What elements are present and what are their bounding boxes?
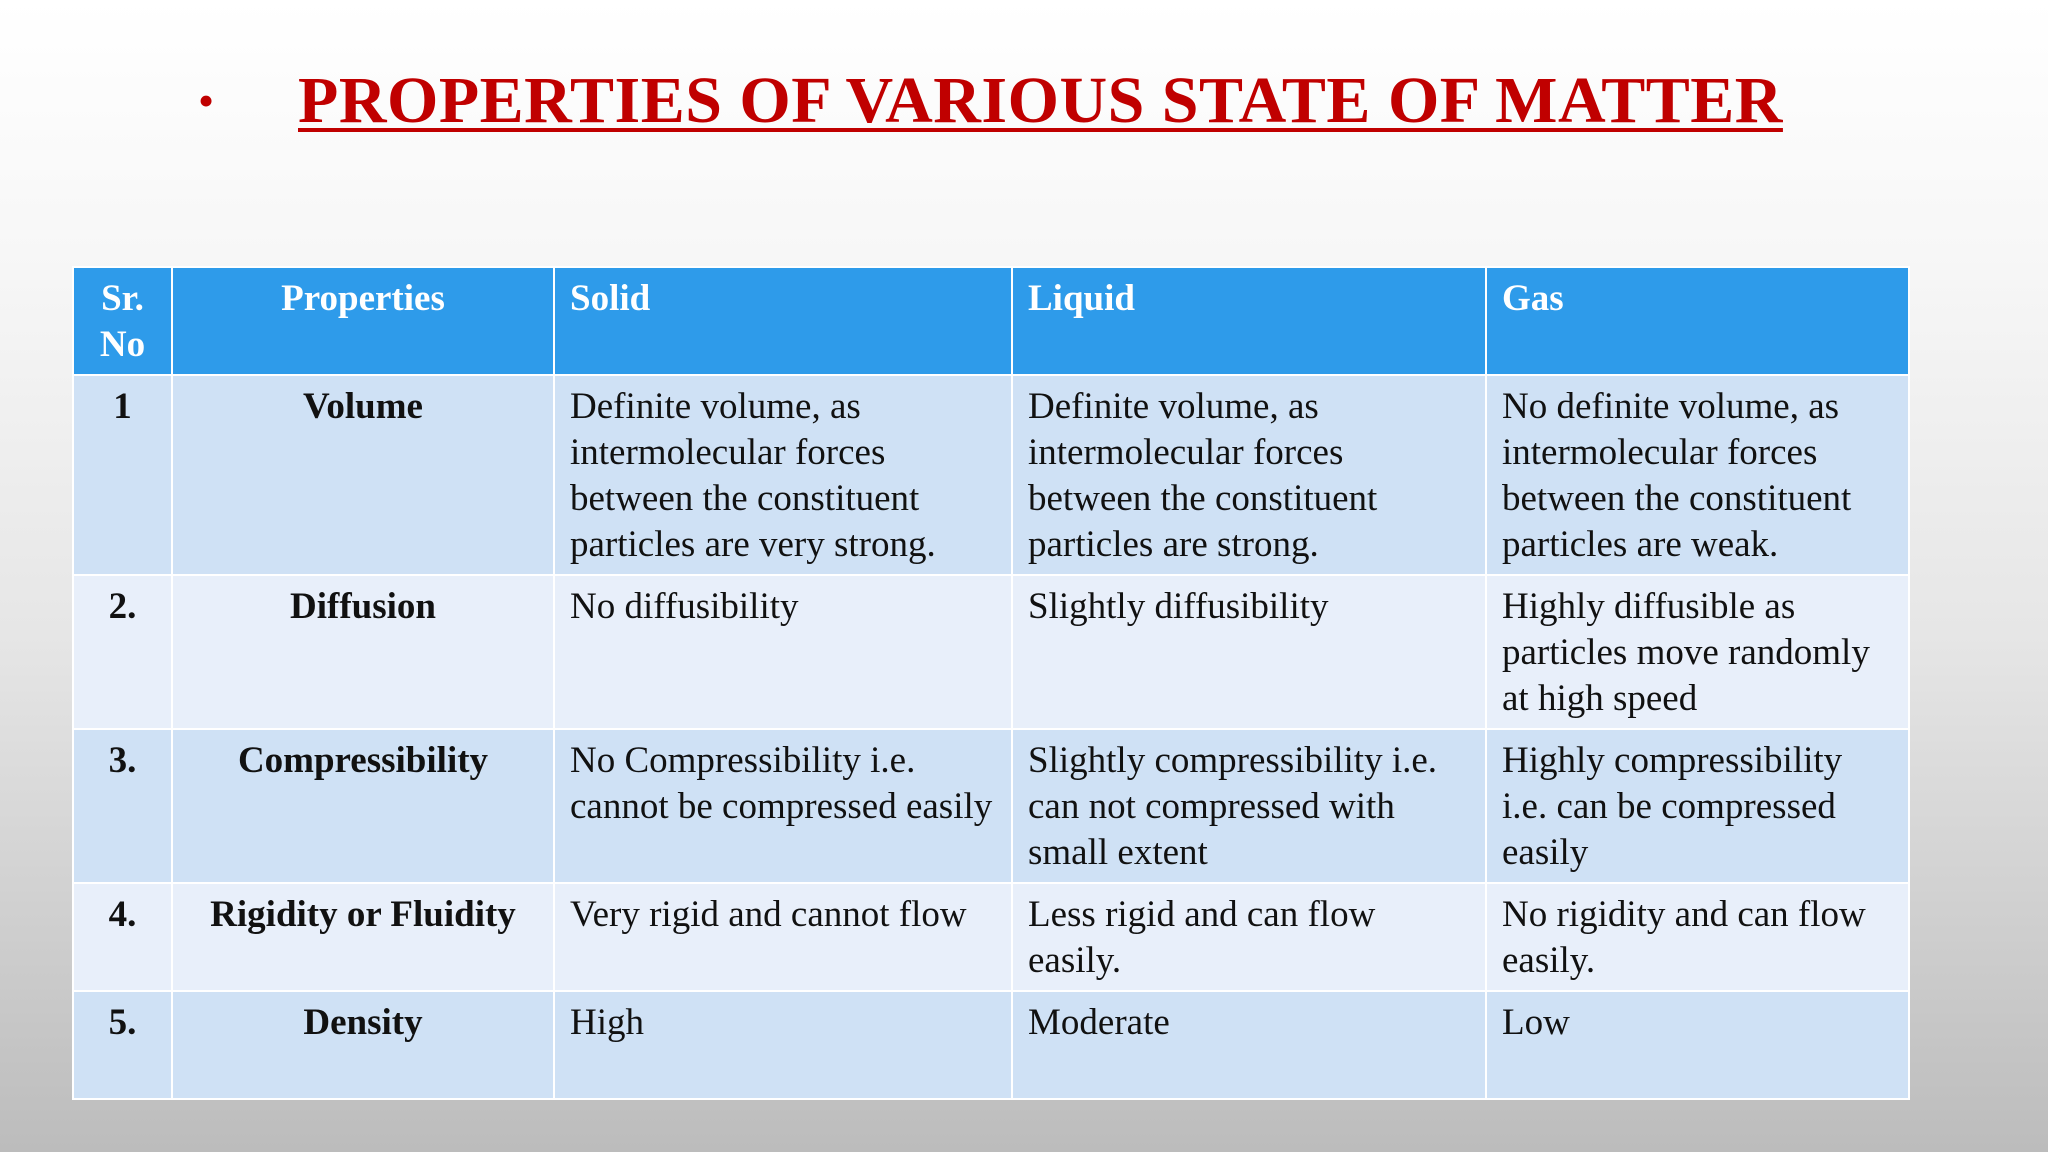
header-properties: Properties (172, 267, 554, 375)
table-row (73, 991, 1909, 1099)
cell-liquid: Slightly compressibility i.e. can not compressed with small extent (1012, 729, 1486, 883)
cell-sr-no: 2. (73, 575, 172, 729)
cell-solid: No diffusibility (554, 575, 1012, 729)
table-row (73, 729, 1909, 883)
cell-property: Compressibility (172, 729, 554, 883)
slide-title: PROPERTIES OF VARIOUS STATE OF MATTER (298, 64, 1783, 137)
cell-sr-no: 3. (73, 729, 172, 883)
cell-property: Volume (172, 375, 554, 575)
cell-gas: No definite volume, as intermolecular forces between the constituent particles are weak. (1486, 375, 1909, 575)
header-gas: Gas (1486, 267, 1909, 375)
cell-liquid: Less rigid and can flow easily. (1012, 883, 1486, 991)
cell-solid: No Compressibility i.e. cannot be compressed easily (554, 729, 1012, 883)
header-liquid: Liquid (1012, 267, 1486, 375)
table-row (73, 375, 1909, 575)
cell-solid: Definite volume, as intermolecular forces between the constituent particles are very strong. (554, 375, 1012, 575)
properties-table (72, 266, 1910, 1100)
table-header-row (73, 267, 1909, 375)
table-row (73, 883, 1909, 991)
cell-sr-no: 4. (73, 883, 172, 991)
bullet-icon: • (198, 75, 215, 126)
table-row (73, 575, 1909, 729)
cell-property: Rigidity or Fluidity (172, 883, 554, 991)
header-sr-no: Sr. No (73, 267, 172, 375)
cell-sr-no: 1 (73, 375, 172, 575)
cell-sr-no: 5. (73, 991, 172, 1099)
cell-liquid: Moderate (1012, 991, 1486, 1099)
cell-gas: No rigidity and can flow easily. (1486, 883, 1909, 991)
title-row (198, 56, 1783, 146)
cell-property: Density (172, 991, 554, 1099)
cell-solid: Very rigid and cannot flow (554, 883, 1012, 991)
cell-liquid: Slightly diffusibility (1012, 575, 1486, 729)
cell-solid: High (554, 991, 1012, 1099)
cell-property: Diffusion (172, 575, 554, 729)
header-solid: Solid (554, 267, 1012, 375)
cell-gas: Highly diffusible as particles move randomly at high speed (1486, 575, 1909, 729)
cell-liquid: Definite volume, as intermolecular forces between the constituent particles are strong. (1012, 375, 1486, 575)
cell-gas: Highly compressibility i.e. can be compressed easily (1486, 729, 1909, 883)
cell-gas: Low (1486, 991, 1909, 1099)
